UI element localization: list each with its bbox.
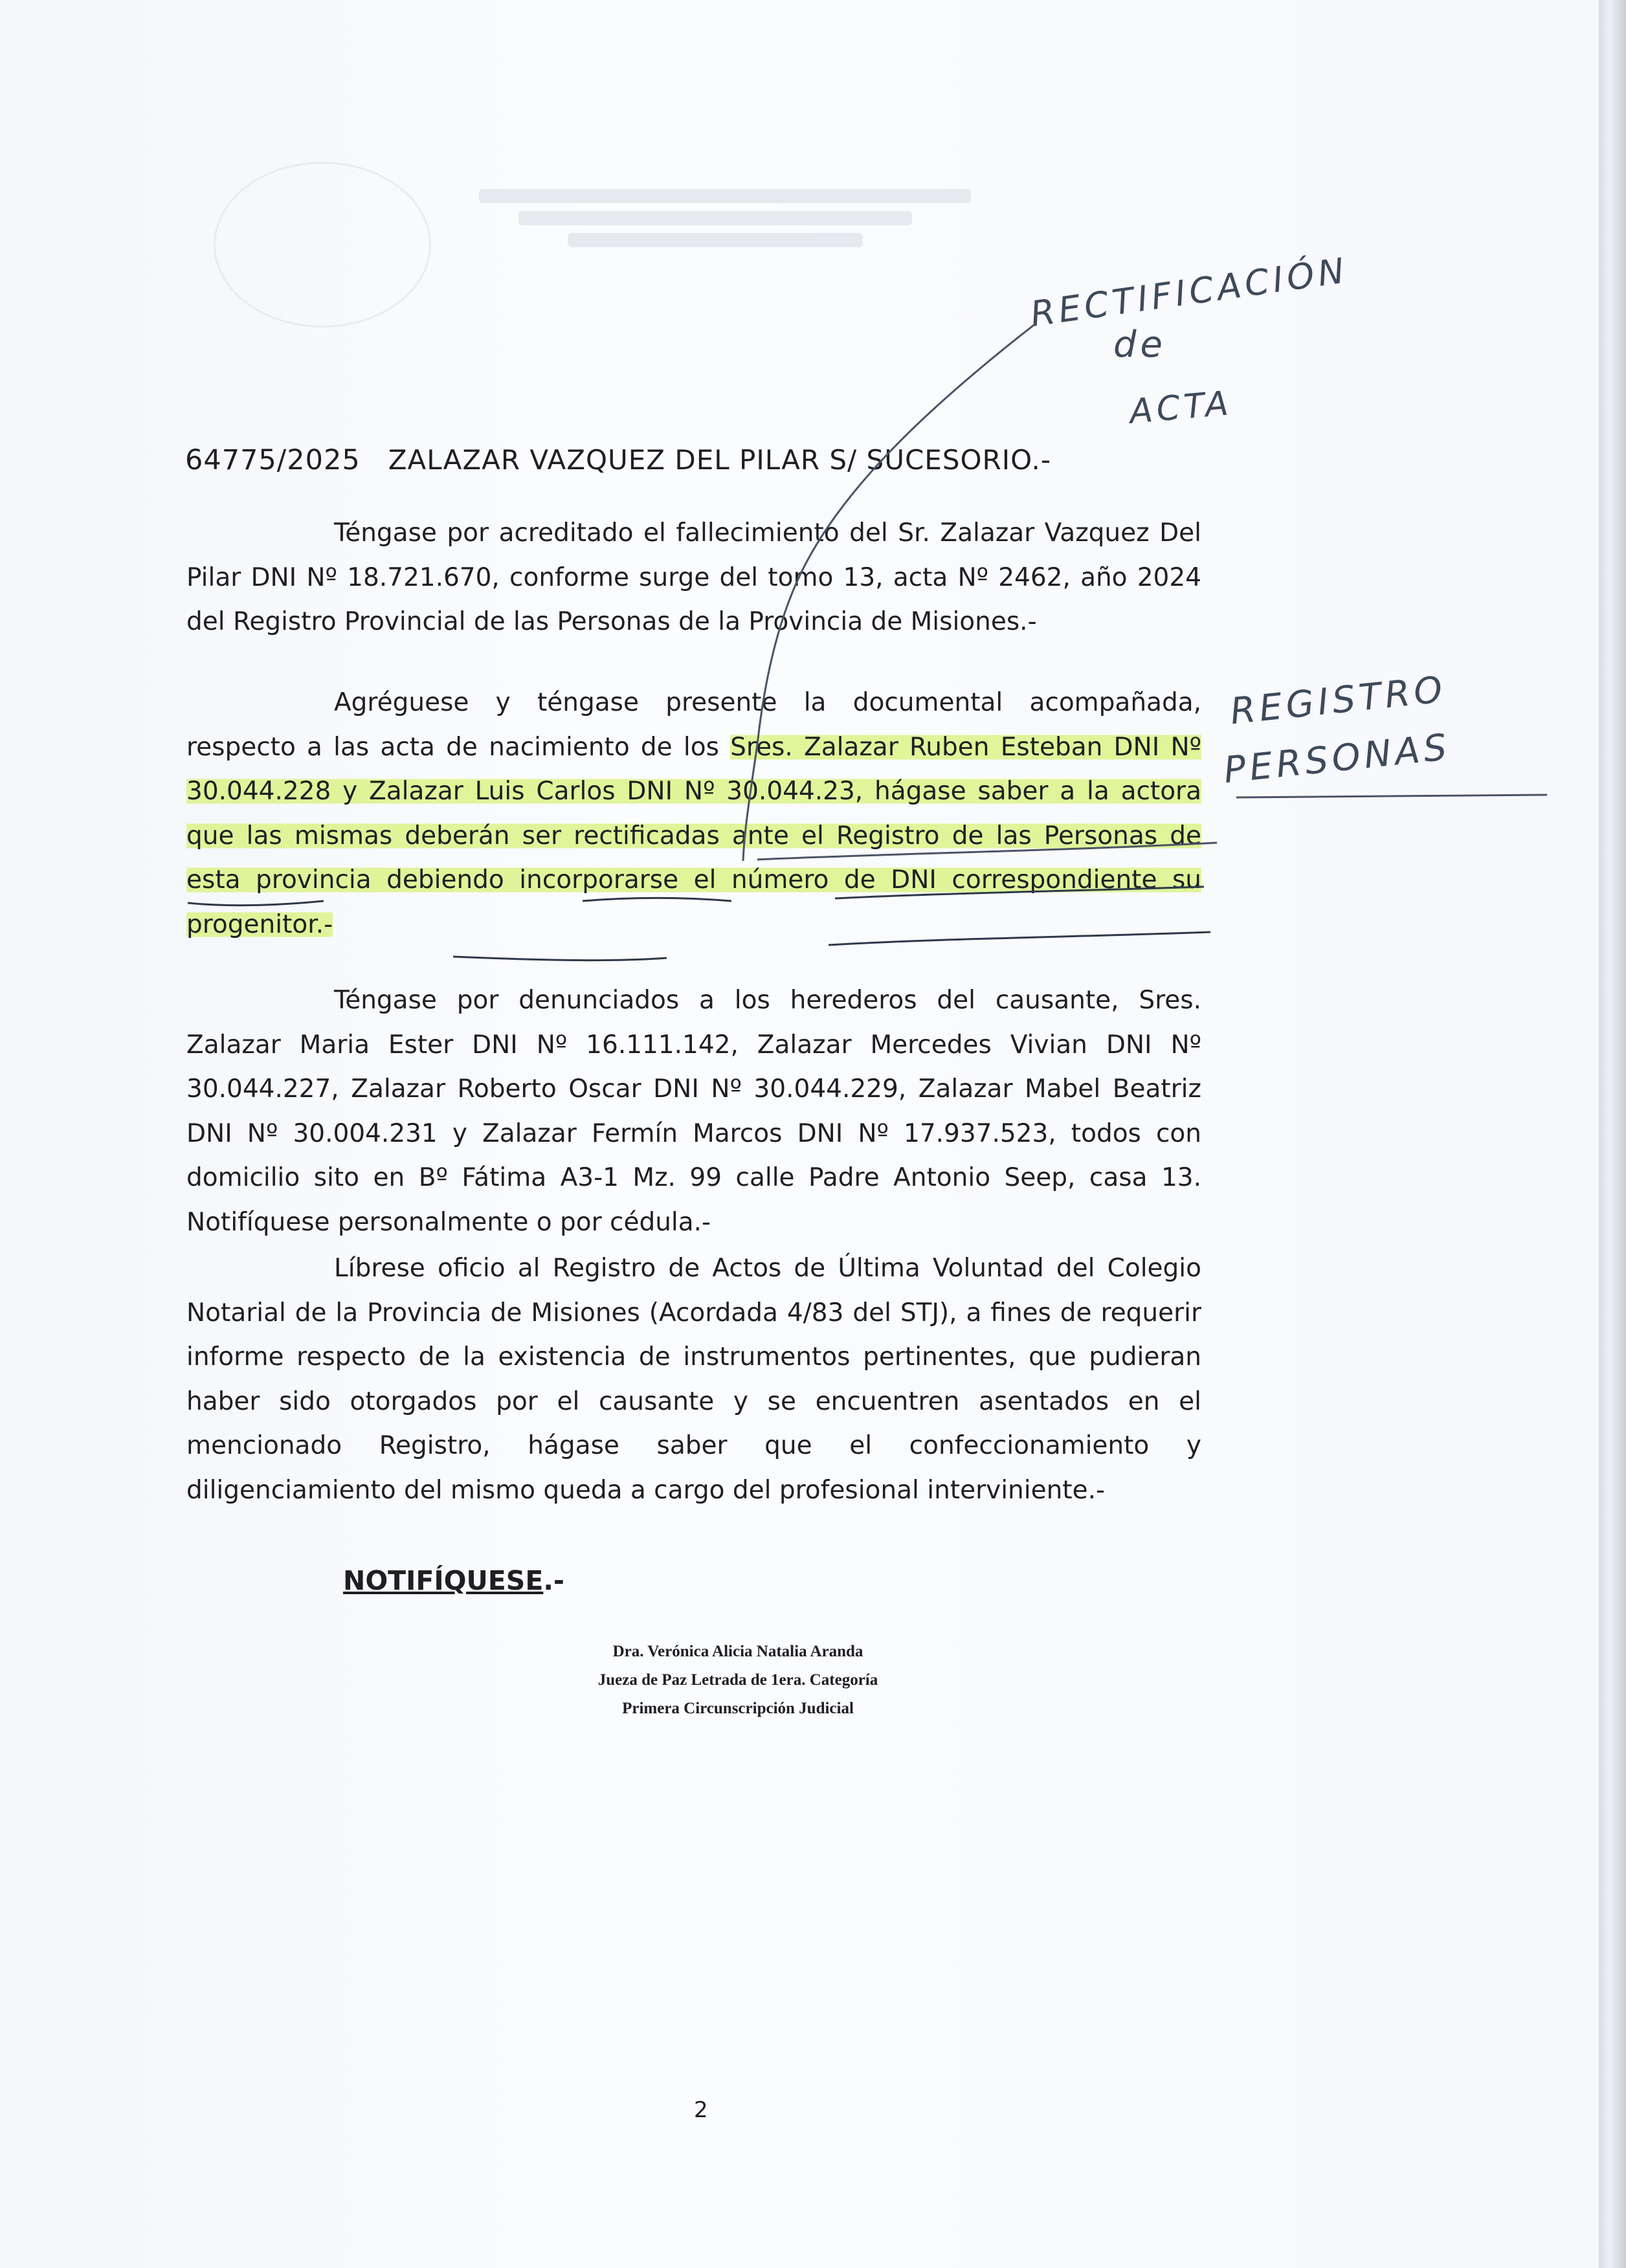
- paragraph-text: Téngase por denunciados a los herederos del causante, Sres. Zalazar Maria Ester DNI Nº 16.111.142, Zalazar Mercedes Vivian DNI Nº 30.044.227, Zalazar Roberto Oscar DNI Nº 30.044.229, Zalazar Mabel Beatriz DNI Nº 30.004.231 y Zalazar Fermín Marcos DNI Nº 17.937.523, todos con domicilio sito en Bº Fátima A3-1 Mz. 99 calle Padre Antonio Seep, casa 13. Notifíquese personalmente o por cédula.-: [186, 986, 1201, 1237]
- signer-title: Jueza de Paz Letrada de 1era. Categoría: [597, 1671, 878, 1689]
- handwritten-note-line: RECTIFICACIÓN: [1028, 249, 1351, 335]
- page-number: 2: [694, 2097, 708, 2123]
- handwritten-note-line: ACTA: [1128, 384, 1234, 432]
- paragraph-text: Téngase por acreditado el fallecimiento del Sr. Zalazar Vazquez Del Pilar DNI Nº 18.721.670, conforme surge del tomo 13, acta Nº 2462, año 2024 del Registro Provincial de las Personas de la Provincia de Misiones.-: [186, 518, 1201, 636]
- handwritten-note-line: de: [1113, 324, 1166, 366]
- handwritten-note-line: REGISTRO: [1228, 668, 1449, 733]
- paragraph-text: Líbrese oficio al Registro de Actos de Última Voluntad del Colegio Notarial de la Provincia de Misiones (Acordada 4/83 del STJ), a fines de requerir informe respecto de la existencia de instrumentos pertinentes, que pudieran haber sido otorgados por el causante y se encuentren asentados en el mencionado Registro, hágase saber que el confeccionamiento y diligenciamiento del mismo queda a cargo del profesional interviniente.-: [186, 1254, 1201, 1505]
- scan-edge: [1599, 0, 1626, 2268]
- signer-court: Primera Circunscripción Judicial: [622, 1700, 854, 1717]
- case-title: ZALAZAR VAZQUEZ DEL PILAR S/ SUCESORIO.-: [388, 444, 1051, 476]
- highlighted-text: Sres. Zalazar Ruben Esteban DNI Nº 30.044.228 y Zalazar Luis Carlos DNI Nº 30.044.23, hágase saber a la actora que las mismas deberán ser rectificadas ante el Registro de las Personas de esta provincia debiendo incorporarse el número de DNI correspondiente su progenitor.-: [186, 732, 1201, 939]
- handwritten-note-line: PERSONAS: [1221, 726, 1453, 792]
- closing-suffix: .-: [543, 1565, 564, 1596]
- paragraph-2-part1: Agréguese y téngase presente la documental acompañada, respecto a las acta de nacimiento de los: [186, 688, 1201, 762]
- closing-word: NOTIFÍQUESE: [343, 1565, 544, 1596]
- signer-name: Dra. Verónica Alicia Natalia Aranda: [612, 1643, 863, 1660]
- case-number: 64775/2025: [185, 444, 361, 476]
